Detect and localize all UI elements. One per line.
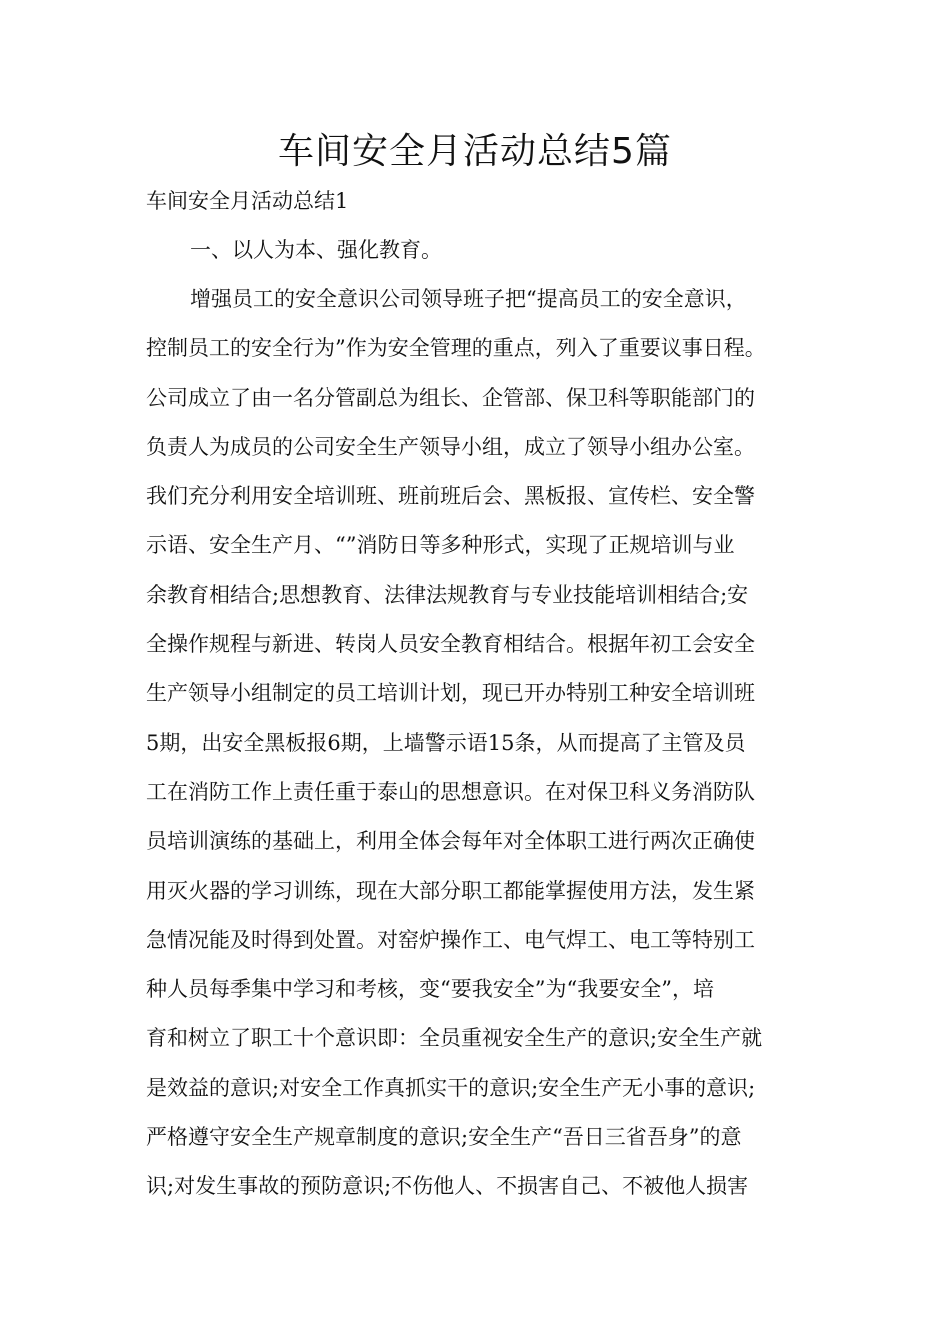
text-line: 增强员工的安全意识公司领导班子把“提高员工的安全意识， xyxy=(190,287,747,311)
subheading: 一、以人为本、强化教育。 xyxy=(190,238,442,262)
text-line: 严格遵守安全生产规章制度的意识;安全生产“吾日三省吾身”的意 xyxy=(146,1125,742,1150)
document-title: 车间安全月活动总结5篇 xyxy=(278,131,672,172)
text-line: 5期，出安全黑板报6期，上墙警示语15条，从而提高了主管及员 xyxy=(146,730,746,755)
text-line: 是效益的意识;对安全工作真抓实干的意识;安全生产无小事的意识; xyxy=(146,1075,756,1100)
text-line: 全操作规程与新进、转岗人员安全教育相结合。根据年初工会安全 xyxy=(146,632,755,657)
body-text xyxy=(146,284,826,1221)
text-line: 我们充分利用安全培训班、班前班后会、黑板报、宣传栏、安全警 xyxy=(146,484,755,509)
text-line: 生产领导小组制定的员工培训计划，现已开办特别工种安全培训班 xyxy=(146,681,755,706)
text-line: 育和树立了职工十个意识即：全员重视安全生产的意识;安全生产就 xyxy=(146,1026,763,1051)
text-line: 识;对发生事故的预防意识;不伤他人、不损害自己、不被他人损害 xyxy=(146,1174,749,1199)
text-line: 负责人为成员的公司安全生产领导小组，成立了领导小组办公室。 xyxy=(146,434,755,459)
text-line: 种人员每季集中学习和考核，变“要我安全”为“我要安全”，培 xyxy=(146,977,714,1002)
text-line: 工在消防工作上责任重于泰山的思想意识。在对保卫科义务消防队 xyxy=(146,779,755,804)
text-line: 员培训演练的基础上，利用全体会每年对全体职工进行两次正确使 xyxy=(146,829,755,854)
text-line: 急情况能及时得到处置。对窑炉操作工、电气焊工、电工等特别工 xyxy=(146,927,755,952)
text-line: 用灭火器的学习训练，现在大部分职工都能掌握使用方法，发生紧 xyxy=(146,878,755,903)
section-title: 车间安全月活动总结1 xyxy=(146,189,349,213)
text-line: 公司成立了由一名分管副总为组长、企管部、保卫科等职能部门的 xyxy=(146,385,755,410)
text-line: 控制员工的安全行为”作为安全管理的重点，列入了重要议事日程。 xyxy=(146,336,766,361)
text-line: 示语、安全生产月、“”消防日等多种形式，实现了正规培训与业 xyxy=(146,533,735,558)
text-line: 余教育相结合;思想教育、法律法规教育与专业技能培训相结合;安 xyxy=(146,582,749,607)
